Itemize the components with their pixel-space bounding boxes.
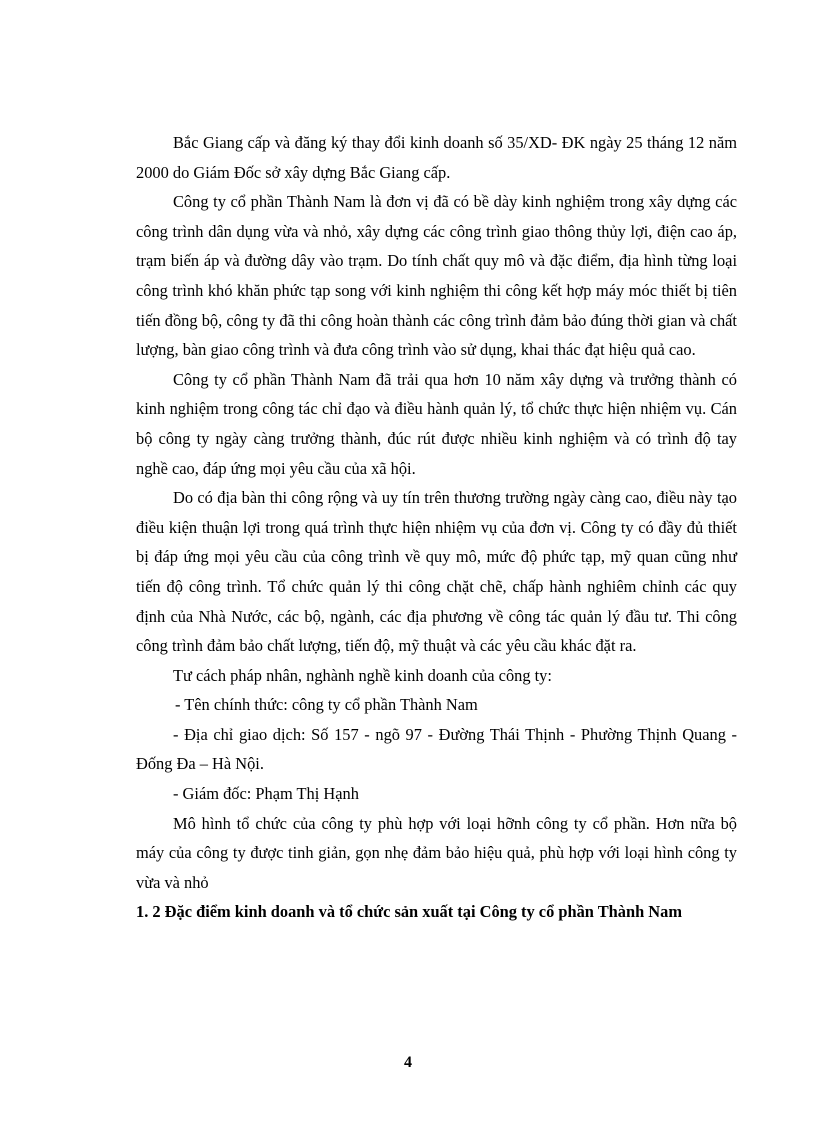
list-item-director: - Giám đốc: Phạm Thị Hạnh [173,784,359,804]
paragraph-company-history: Công ty cổ phần Thành Nam đã trải qua hơn 10 năm xây dựng và trưởng thành có kinh nghiệm trong công tác chỉ đạo và điều hành quản lý, tổ chức thực hiện nhiệm vụ. Cán bộ công ty ngày càng trưởng thành, đúc rút được nhiều kinh nghiệm và có trình độ tay nghề cao, đáp ứng mọi yêu cầu của xã hội. [136,369,737,478]
paragraph-registration: Bắc Giang cấp và đăng ký thay đổi kinh doanh số 35/XD- ĐK ngày 25 tháng 12 năm 2000 do Giám Đốc sở xây dựng Bắc Giang cấp. [136,133,737,182]
list-item-official-name: - Tên chính thức: công ty cổ phần Thành Nam [175,695,478,715]
paragraph-company-experience: Công ty cổ phần Thành Nam là đơn vị đã có bề dày kinh nghiệm trong xây dựng các công trình dân dụng vừa và nhỏ, xây dựng các công trình giao thông thủy lợi, điện cao áp, trạm biến áp và đường dây vào trạm. Do tính chất quy mô và đặc điểm, địa hình từng loại công trình khó khăn phức tạp song với kinh nghiệm thi công kết hợp máy móc thiết bị tiên tiến đồng bộ, công ty đã thi công hoàn thành các công trình đảm bảo đúng thời gian và chất lượng, bàn giao công trình và đưa công trình vào sử dụng, khai thác đạt hiệu quả cao. [136,192,737,360]
list-item-address: - Địa chỉ giao dịch: Số 157 - ngõ 97 - Đường Thái Thịnh - Phường Thịnh Quang - Đống Đa – Hà Nội. [136,724,737,774]
page-number: 4 [404,1054,412,1071]
paragraph-legal-status: Tư cách pháp nhân, nghành nghề kinh doanh của công ty: [173,665,552,685]
paragraph-company-reputation: Do có địa bàn thi công rộng và uy tín trên thương trường ngày càng cao, điều này tạo điều kiện thuận lợi trong quá trình thực hiện nhiệm vụ của đơn vị. Công ty có đầy đủ thiết bị đáp ứng mọi yêu cầu của công trình về quy mô, mức độ phức tạp, mỹ quan cũng như tiến độ công trình. Tổ chức quản lý thi công chặt chẽ, chấp hành nghiêm chỉnh các quy định của Nhà Nước, các bộ, ngành, các địa phương về công tác quản lý đầu tư. Thi công công trình đảm bảo chất lượng, tiến độ, mỹ thuật và các yêu cầu khác đặt ra. [136,488,737,656]
paragraph-organization-model: Mô hình tổ chức của công ty phù hợp với loại hỡnh công ty cổ phần. Hơn nữa bộ máy của công ty được tinh giản, gọn nhẹ đảm bảo hiệu quả, phù hợp với loại hình công ty vừa và nhỏ [136,813,737,892]
body-text [136,128,737,927]
section-heading: 1. 2 Đặc điểm kinh doanh và tổ chức sản xuất tại Công ty cổ phần Thành Nam [136,902,682,922]
